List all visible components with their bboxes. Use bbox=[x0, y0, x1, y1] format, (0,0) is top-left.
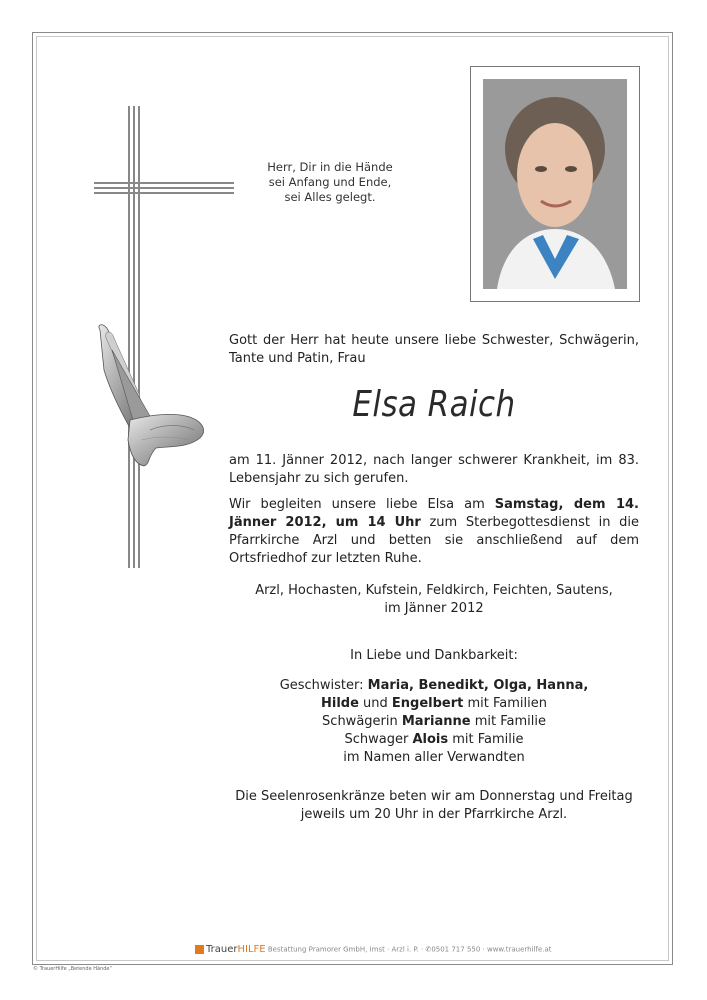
logo-hilfe: HILFE bbox=[237, 944, 266, 955]
rosary-info bbox=[229, 788, 639, 824]
with-family-2: mit Familie bbox=[448, 732, 524, 747]
connector-und: und bbox=[358, 696, 392, 711]
portrait-photo bbox=[483, 79, 627, 289]
deceased-name: Elsa Raich bbox=[352, 384, 516, 425]
footer bbox=[195, 944, 552, 958]
sibling-engelbert: Engelbert bbox=[391, 696, 464, 711]
places-line: Arzl, Hochasten, Kufstein, Feldkirch, Feichten, Sautens, bbox=[255, 583, 613, 598]
funeral-date: Samstag, dem 14. Jänner 2012, um 14 Uhr bbox=[229, 497, 639, 530]
intro-text: Gott der Herr hat heute unsere liebe Schwester, Schwägerin, Tante und Patin, Frau bbox=[229, 333, 639, 366]
verse-line: sei Anfang und Ende, bbox=[268, 175, 392, 189]
sister-in-law-name: Marianne bbox=[401, 714, 471, 729]
siblings-prefix: Geschwister: bbox=[279, 678, 368, 693]
family-line-siblings-2 bbox=[229, 695, 639, 713]
family-line-relatives: im Namen aller Verwandten bbox=[343, 750, 525, 765]
verse-line: sei Alles gelegt. bbox=[284, 190, 376, 204]
places-date: im Jänner 2012 bbox=[384, 601, 484, 616]
logo-text bbox=[206, 944, 266, 955]
brother-in-law-label: Schwager bbox=[344, 732, 413, 747]
with-family: mit Familie bbox=[470, 714, 546, 729]
family-list bbox=[229, 677, 639, 767]
rosary-line: Die Seelenrosenkränze beten wir am Donnerstag und Freitag bbox=[235, 789, 633, 804]
copyright: © TrauerHilfe „Betende Hände“ bbox=[33, 966, 113, 972]
sister-in-law-label: Schwägerin bbox=[322, 714, 402, 729]
death-text: am 11. Jänner 2012, nach langer schwerer Krankheit, im 83. Lebensjahr zu sich gerufen. bbox=[229, 453, 639, 486]
family-line-brother-in-law bbox=[229, 731, 639, 749]
funeral-text-end: zum Sterbegottesdienst in die Pfarrkirche Arzl und betten sie anschließend auf dem Ortsfriedhof zur letzten Ruhe. bbox=[229, 515, 639, 566]
family-line-siblings bbox=[229, 677, 639, 695]
trauerhilfe-logo-icon bbox=[195, 945, 204, 954]
verse-line: Herr, Dir in die Hände bbox=[267, 160, 393, 174]
family-line-sister-in-law bbox=[229, 713, 639, 731]
brother-in-law-name: Alois bbox=[412, 732, 449, 747]
verse bbox=[240, 160, 420, 205]
sibling-hilde: Hilde bbox=[320, 696, 359, 711]
places bbox=[229, 582, 639, 618]
funeral-text-start: Wir begleiten unsere liebe Elsa am bbox=[229, 497, 495, 512]
logo-trauer: Trauer bbox=[206, 944, 238, 955]
thanks-heading: In Liebe und Dankbarkeit: bbox=[350, 648, 518, 663]
funeral-text bbox=[229, 496, 639, 568]
siblings-names: Maria, Benedikt, Olga, Hanna, bbox=[367, 678, 589, 693]
portrait-frame bbox=[470, 66, 640, 302]
footer-contact: Bestattung Pramorer GmbH, Imst · Arzl i. P. · ✆0501 717 550 · www.trauerhilfe.at bbox=[267, 945, 552, 954]
praying-hands-icon bbox=[90, 320, 210, 470]
with-families: mit Familien bbox=[463, 696, 547, 711]
rosary-line: jeweils um 20 Uhr in der Pfarrkirche Arzl. bbox=[300, 807, 568, 822]
